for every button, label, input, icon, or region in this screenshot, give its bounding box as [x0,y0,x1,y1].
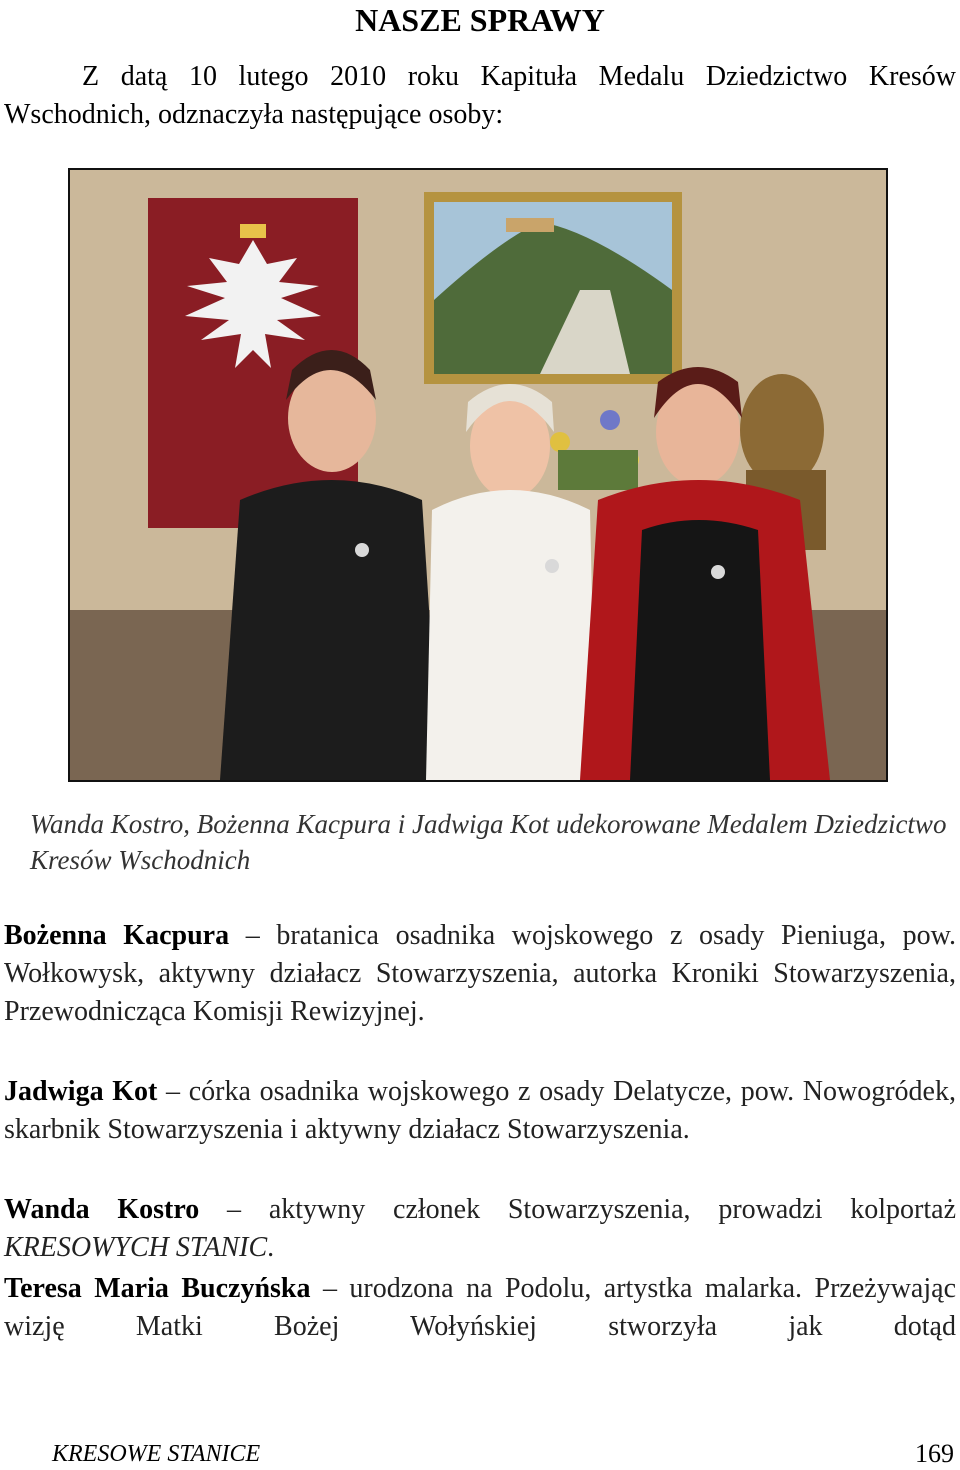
bio-entry-buczynska [4,1270,956,1346]
page-heading: NASZE SPRAWY [355,2,605,38]
bio-name: Teresa Maria Buczyńska [4,1273,311,1304]
painting-icon [424,192,682,384]
photo-caption: Wanda Kostro, Bożenna Kacpura i Jadwiga Kot udekorowane Medalem Dziedzictwo Kresów Wschodnich [30,809,947,875]
bio-text: – aktywny członek Stowarzyszenia, prowadzi kolportaż [199,1194,956,1225]
bio-entry-kot [4,1073,956,1149]
bio-name: Wanda Kostro [4,1194,200,1225]
bio-entry-kostro [4,1191,956,1267]
bio-tail: . [267,1232,275,1263]
bio-entry-kacpura [4,917,956,1031]
bio-name: Jadwiga Kot [4,1076,158,1107]
intro-paragraph: Z datą 10 lutego 2010 roku Kapituła Medalu Dziedzictwo Kresów Wschodnich, odznaczyła następujące osoby: [4,61,956,130]
footer-journal-title: KRESOWE STANICE [52,1441,261,1467]
bio-name: Bożenna Kacpura [4,920,230,951]
bio-text: – urodzona na Podolu, artystka malarka. Przeżywając wizję Matki Bożej Wołyńskiej stworzyła jak dotąd [4,1273,956,1342]
bio-text: – bratanica osadnika wojskowego z osady Pieniuga, pow. Wołkowysk, aktywny działacz Stowarzyszenia, autorka Kroniki Stowarzyszenia, Przewodnicząca Komisji Rewizyjnej. [4,920,956,1027]
bio-italic-title: KRESOWYCH STANIC [4,1232,268,1263]
bio-text: – córka osadnika wojskowego z osady Delatycze, pow. Nowogródek, skarbnik Stowarzyszenia i aktywny działacz Stowarzyszenia. [4,1076,956,1145]
page-number: 169 [915,1439,954,1468]
award-photo [68,168,888,782]
